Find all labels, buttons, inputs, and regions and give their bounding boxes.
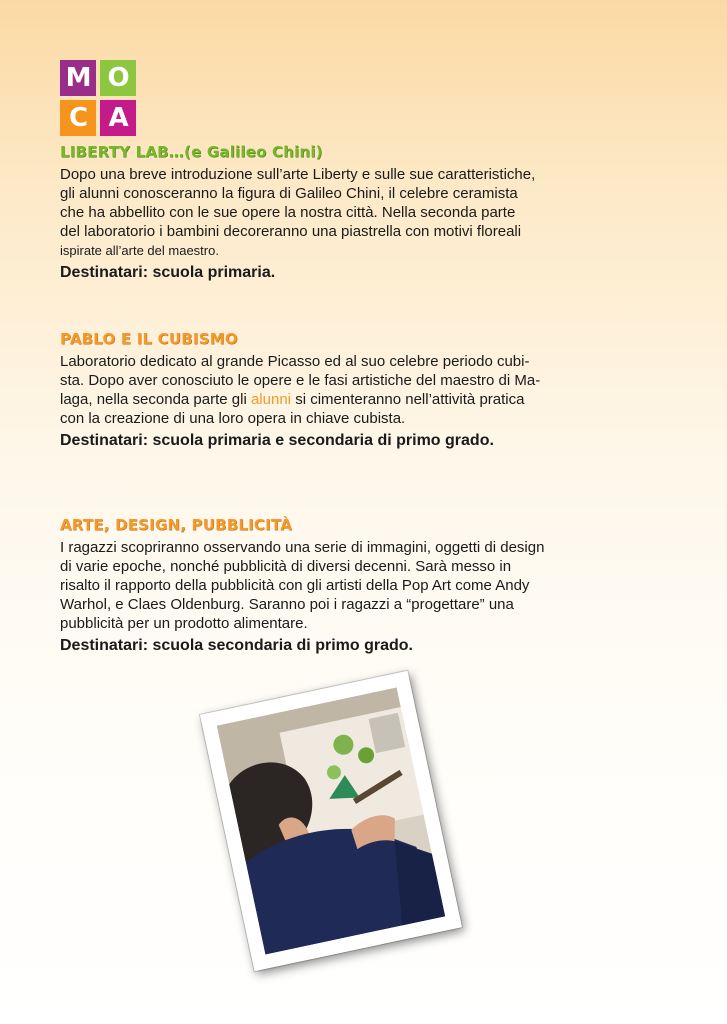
section-title: ARTE, DESIGN, PUBBLICITÀ [60, 516, 292, 534]
photo-child-painting [200, 671, 462, 971]
logo-tile-o: O [100, 60, 136, 96]
section-title: PABLO E IL CUBISMO [60, 330, 238, 348]
body-line: del laboratorio i bambini decoreranno una piastrella con motivi floreali [60, 223, 522, 240]
body-line: Laboratorio dedicato al grande Picasso ed al suo celebre periodo cubi- [60, 353, 530, 370]
section-pablo-cubismo [60, 330, 670, 451]
section-body [60, 538, 670, 633]
body-line: gli alunni conosceranno la figura di Galileo Chini, il celebre ceramista [60, 185, 518, 202]
section-target: Destinatari: scuola primaria e secondaria di primo grado. [60, 432, 494, 449]
body-line: I ragazzi scopriranno osservando una serie di immagini, oggetti di design [60, 539, 545, 556]
moca-logo [60, 60, 136, 136]
body-line: pubblicità per un prodotto alimentare. [60, 615, 308, 632]
body-line: sta. Dopo aver conosciuto le opere e le fasi artistiche del maestro di Ma- [60, 372, 541, 389]
logo-tile-a: A [100, 100, 136, 136]
photo-frame [200, 671, 462, 971]
highlighted-word: alunni [250, 391, 292, 408]
body-line: Dopo una breve introduzione sull’arte Liberty e sulle sue caratteristiche, [60, 166, 536, 183]
body-line: con la creazione di una loro opera in chiave cubista. [60, 410, 406, 427]
body-line: risalto il rapporto della pubblicità con gli artisti della Pop Art come Andy [60, 577, 530, 594]
logo-tile-c: C [60, 100, 96, 136]
section-liberty-lab [60, 143, 670, 283]
body-line: ispirate all’arte del maestro. [60, 243, 219, 258]
photo-image [217, 687, 446, 954]
body-line: si cimenteranno nell’attività pratica [295, 391, 525, 408]
section-body [60, 165, 670, 260]
section-title: LIBERTY LAB…(e Galileo Chini) [60, 143, 323, 161]
section-target: Destinatari: scuola secondaria di primo grado. [60, 637, 413, 654]
body-line: Warhol, e Claes Oldenburg. Saranno poi i ragazzi a “progettare” una [60, 596, 514, 613]
body-line: laga, nella seconda parte gli [60, 391, 247, 408]
body-line: di varie epoche, nonché pubblicità di diversi decenni. Sarà messo in [60, 558, 512, 575]
logo-tile-m: M [60, 60, 96, 96]
section-target: Destinatari: scuola primaria. [60, 264, 276, 281]
body-line: che ha abbellito con le sue opere la nostra città. Nella seconda parte [60, 204, 516, 221]
section-arte-design [60, 516, 670, 656]
section-body [60, 352, 670, 428]
